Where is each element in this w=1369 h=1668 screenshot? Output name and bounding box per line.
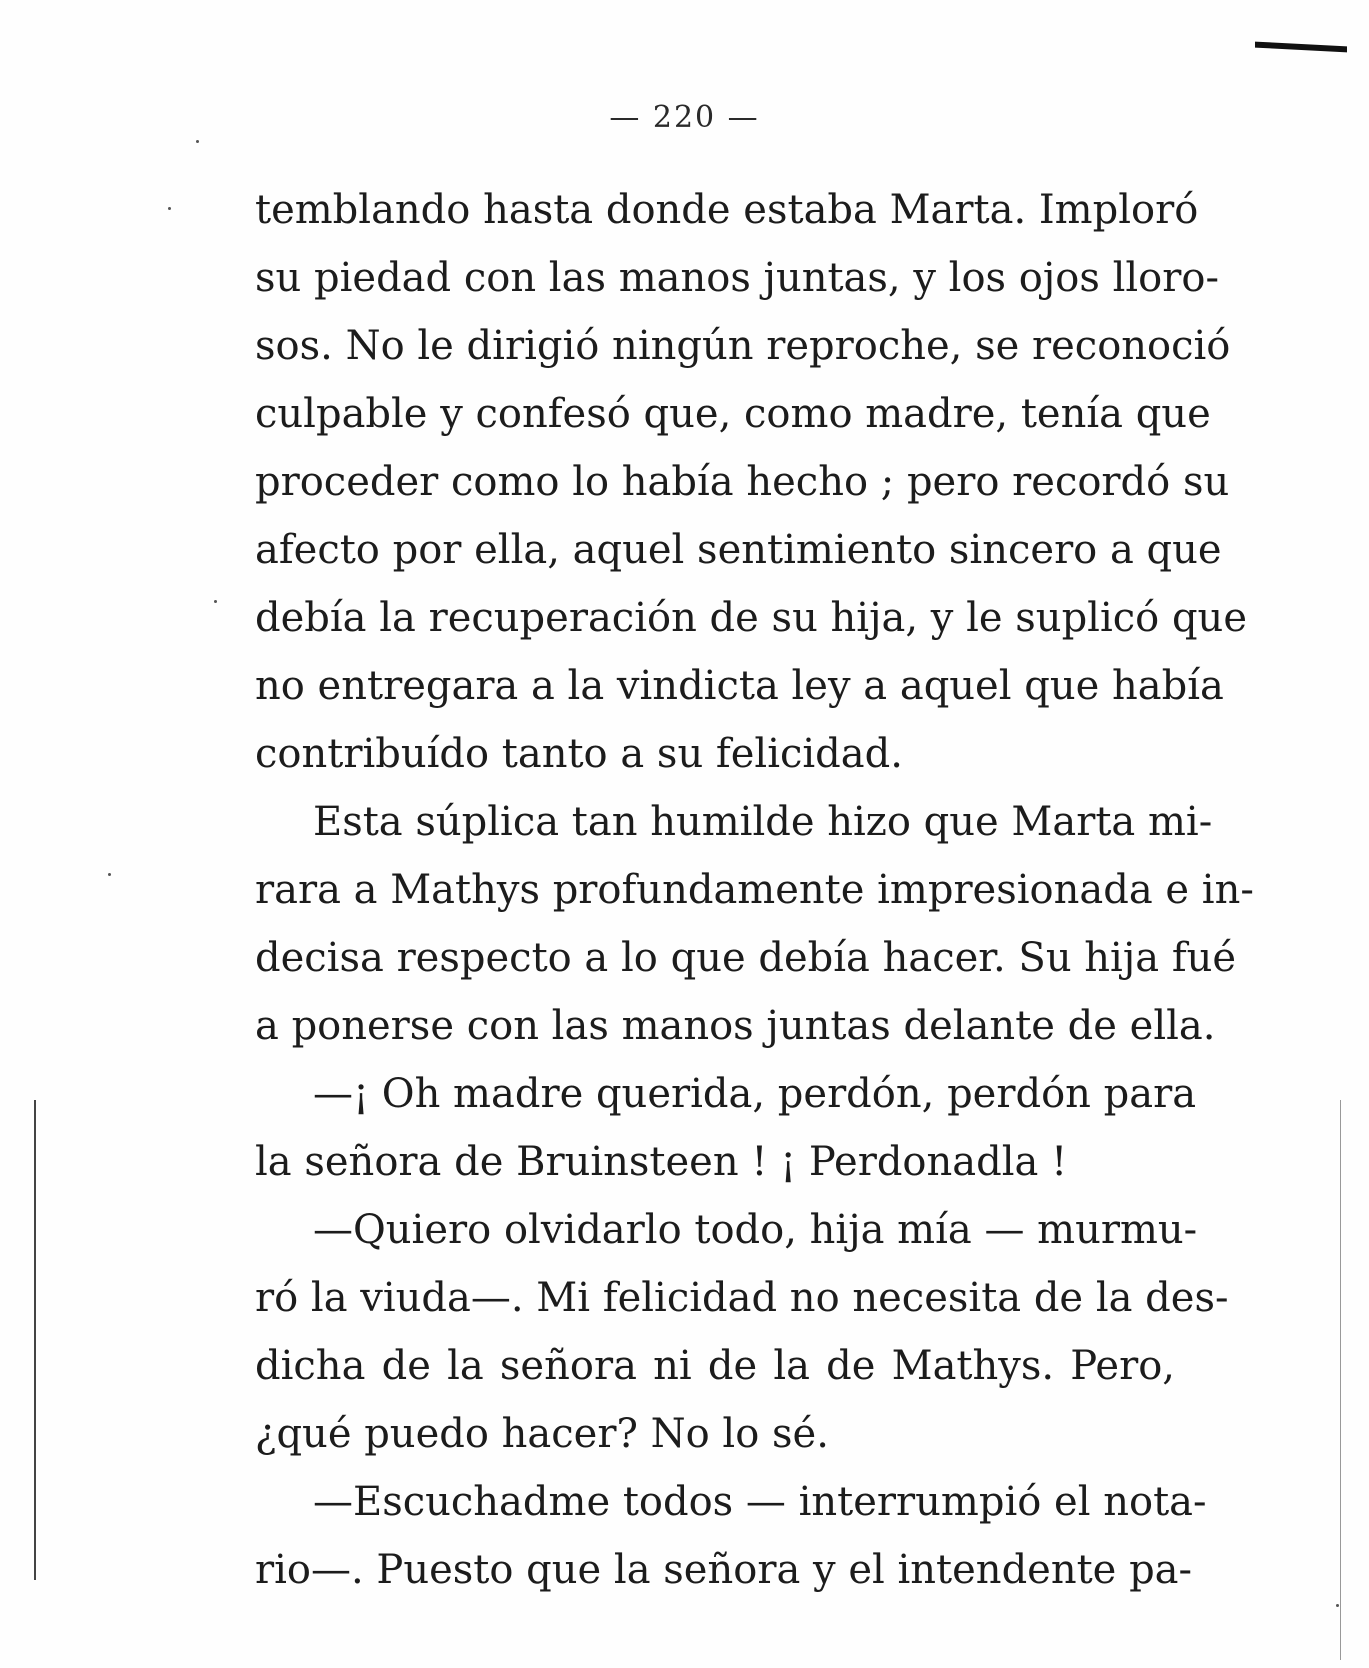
body-text [255, 176, 1254, 1604]
text-line: temblando hasta donde estaba Marta. Imploró [255, 187, 1199, 233]
text-line: no entregara a la vindicta ley a aquel que había [255, 663, 1224, 709]
scan-speck [168, 207, 171, 210]
text-line: —Quiero olvidarlo todo, hija mía — murmu- [313, 1207, 1198, 1253]
text-line: rio—. Puesto que la señora y el intendente pa- [255, 1547, 1193, 1593]
text-line: —¡ Oh madre querida, perdón, perdón para [313, 1071, 1197, 1117]
text-line: proceder como lo había hecho ; pero recordó su [255, 459, 1230, 505]
text-line: —Escuchadme todos — interrumpió el nota- [313, 1479, 1207, 1525]
text-line: contribuído tanto a su felicidad. [255, 731, 903, 777]
scan-speck [108, 873, 111, 876]
scan-speck [1336, 1604, 1339, 1607]
text-line: rara a Mathys profundamente impresionada e in- [255, 867, 1254, 913]
paragraph [255, 1468, 1207, 1604]
left-margin-line [34, 1100, 36, 1580]
text-line: culpable y confesó que, como madre, tenía que [255, 391, 1211, 437]
right-margin-line [1340, 1100, 1341, 1660]
text-line: dicha de la señora ni de la de Mathys. Pero, [255, 1343, 1175, 1389]
text-line: ró la viuda—. Mi felicidad no necesita de la des- [255, 1275, 1229, 1321]
scan-speck [214, 600, 217, 603]
scan-speck [196, 140, 199, 143]
paragraph [255, 788, 1254, 1060]
text-line: debía la recuperación de su hija, y le suplicó que [255, 595, 1247, 641]
paragraph [255, 1060, 1197, 1196]
text-line: decisa respecto a lo que debía hacer. Su hija fué [255, 935, 1237, 981]
text-line: Esta súplica tan humilde hizo que Marta mi- [313, 799, 1213, 845]
text-line: ¿qué puedo hacer? No lo sé. [255, 1411, 829, 1457]
paragraph [255, 1196, 1229, 1468]
text-line: sos. No le dirigió ningún reproche, se reconoció [255, 323, 1231, 369]
paragraph [255, 176, 1247, 788]
text-line: a ponerse con las manos juntas delante de ella. [255, 1003, 1216, 1049]
text-line: su piedad con las manos juntas, y los ojos lloro- [255, 255, 1219, 301]
page-number: — 220 — [609, 100, 760, 135]
scan-edge-mark [1255, 42, 1347, 53]
text-line: afecto por ella, aquel sentimiento sincero a que [255, 527, 1222, 573]
text-line: la señora de Bruinsteen ! ¡ Perdonadla ! [255, 1139, 1068, 1185]
